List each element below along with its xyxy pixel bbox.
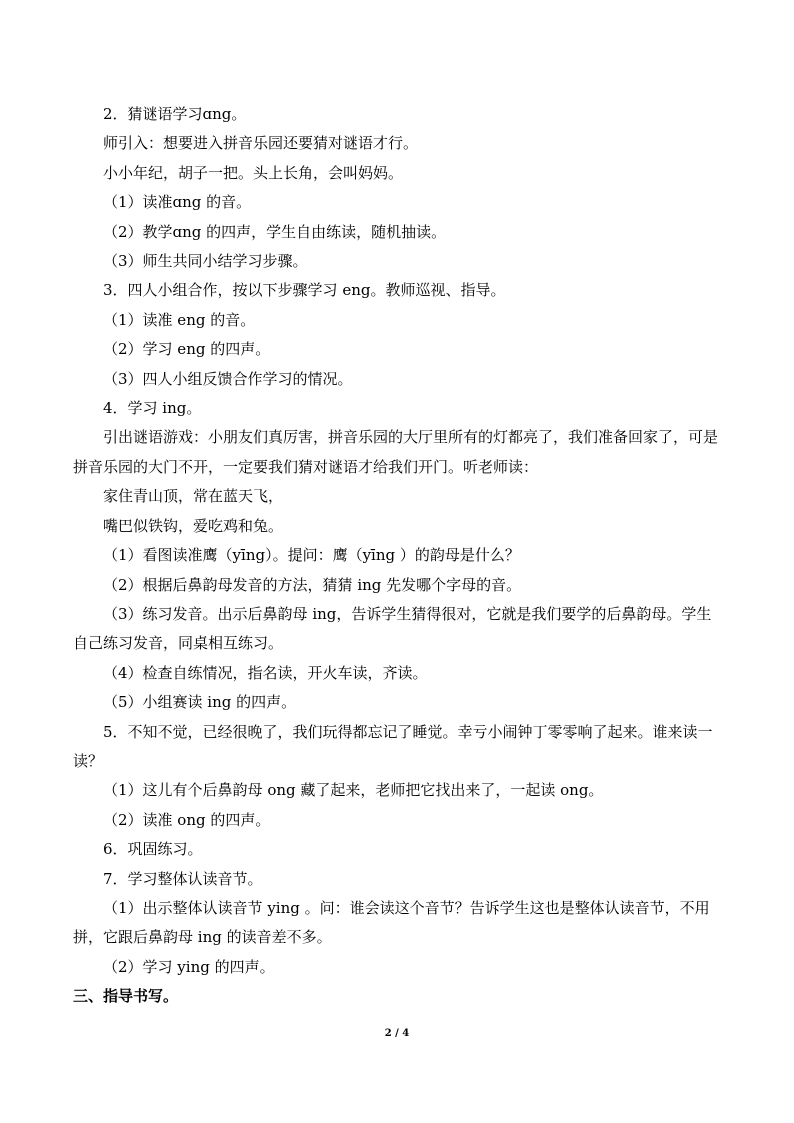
paragraph-riddle-game: 引出谜语游戏：小朋友们真厉害，拼音乐园的大厅里所有的灯都亮了，我们准备回家了，可是拼音乐园的大门不开，一定要我们猜对谜语才给我们开门。听老师读： xyxy=(73,428,719,476)
document-body xyxy=(73,100,723,1012)
paragraph-sub-item: （5）小组赛读 ing 的四声。 xyxy=(103,693,297,712)
paragraph-sub-item: （2）根据后鼻韵母发音的方法，猜猜 ing 先发哪个字母的音。 xyxy=(103,575,522,594)
paragraph-riddle-line: 嘴巴似铁钩，爱吃鸡和兔。 xyxy=(103,516,284,535)
paragraph-sub-item: （4）检查自练情况，指名读，开火车读，齐读。 xyxy=(103,663,428,682)
paragraph-step-2: 2．猜谜语学习ɑng。 xyxy=(103,105,247,123)
paragraph-riddle-line: 家住青山顶，常在蓝天飞， xyxy=(103,487,284,506)
paragraph-step-6: 6．巩固练习。 xyxy=(103,840,203,859)
paragraph-sub-item: （2）学习 ying 的四声。 xyxy=(103,957,275,976)
paragraph-sub-item: （1）这儿有个后鼻韵母 ong 藏了起来，老师把它找出来了，一起读 ong。 xyxy=(103,781,604,800)
paragraph-teacher-intro: 师引入：想要进入拼音乐园还要猜对谜语才行。 xyxy=(103,134,419,153)
page-number: 2 / 4 xyxy=(384,1028,410,1039)
paragraph-sub-item: （1）读准ɑng 的音。 xyxy=(103,193,252,212)
paragraph-sub-item: （3）师生共同小结学习步骤。 xyxy=(103,252,308,271)
paragraph-step-4: 4．学习 ing。 xyxy=(103,399,202,418)
paragraph-sub-item: （2）教学ɑng 的四声，学生自由练读，随机抽读。 xyxy=(103,222,447,241)
paragraph-sub-item: （3）四人小组反馈合作学习的情况。 xyxy=(103,369,353,388)
paragraph-step-5: 5．不知不觉，已经很晚了，我们玩得都忘记了睡觉。幸亏小闹钟丁零零响了起来。谁来读一读？ xyxy=(73,722,713,770)
paragraph-sub-item: （3）练习发音。出示后鼻韵母 ing，告诉学生猜得很对，它就是我们要学的后鼻韵母。学生自己练习发音，同桌相互练习。 xyxy=(73,604,712,653)
paragraph-step-7: 7．学习整体认读音节。 xyxy=(103,869,263,888)
paragraph-sub-item: （2）学习 eng 的四声。 xyxy=(103,340,271,359)
paragraph-sub-item: （1）出示整体认读音节 ying 。问：谁会读这个音节？告诉学生这也是整体认读音节，不用拼，它跟后鼻韵母 ing 的读音差不多。 xyxy=(73,898,710,947)
paragraph-step-3: 3．四人小组合作，按以下步骤学习 eng。教师巡视、指导。 xyxy=(103,281,506,300)
paragraph-riddle-goat: 小小年纪，胡子一把。头上长角，会叫妈妈。 xyxy=(103,163,404,182)
paragraph-sub-item: （1）读准 eng 的音。 xyxy=(103,310,256,329)
paragraph-sub-item: （2）读准 ong 的四声。 xyxy=(103,810,271,829)
paragraph-sub-item: （1）看图读准鹰（yīng）。提问：鹰（yīng ）的韵母是什么？ xyxy=(103,546,520,565)
section-heading: 三、指导书写。 xyxy=(73,987,179,1006)
